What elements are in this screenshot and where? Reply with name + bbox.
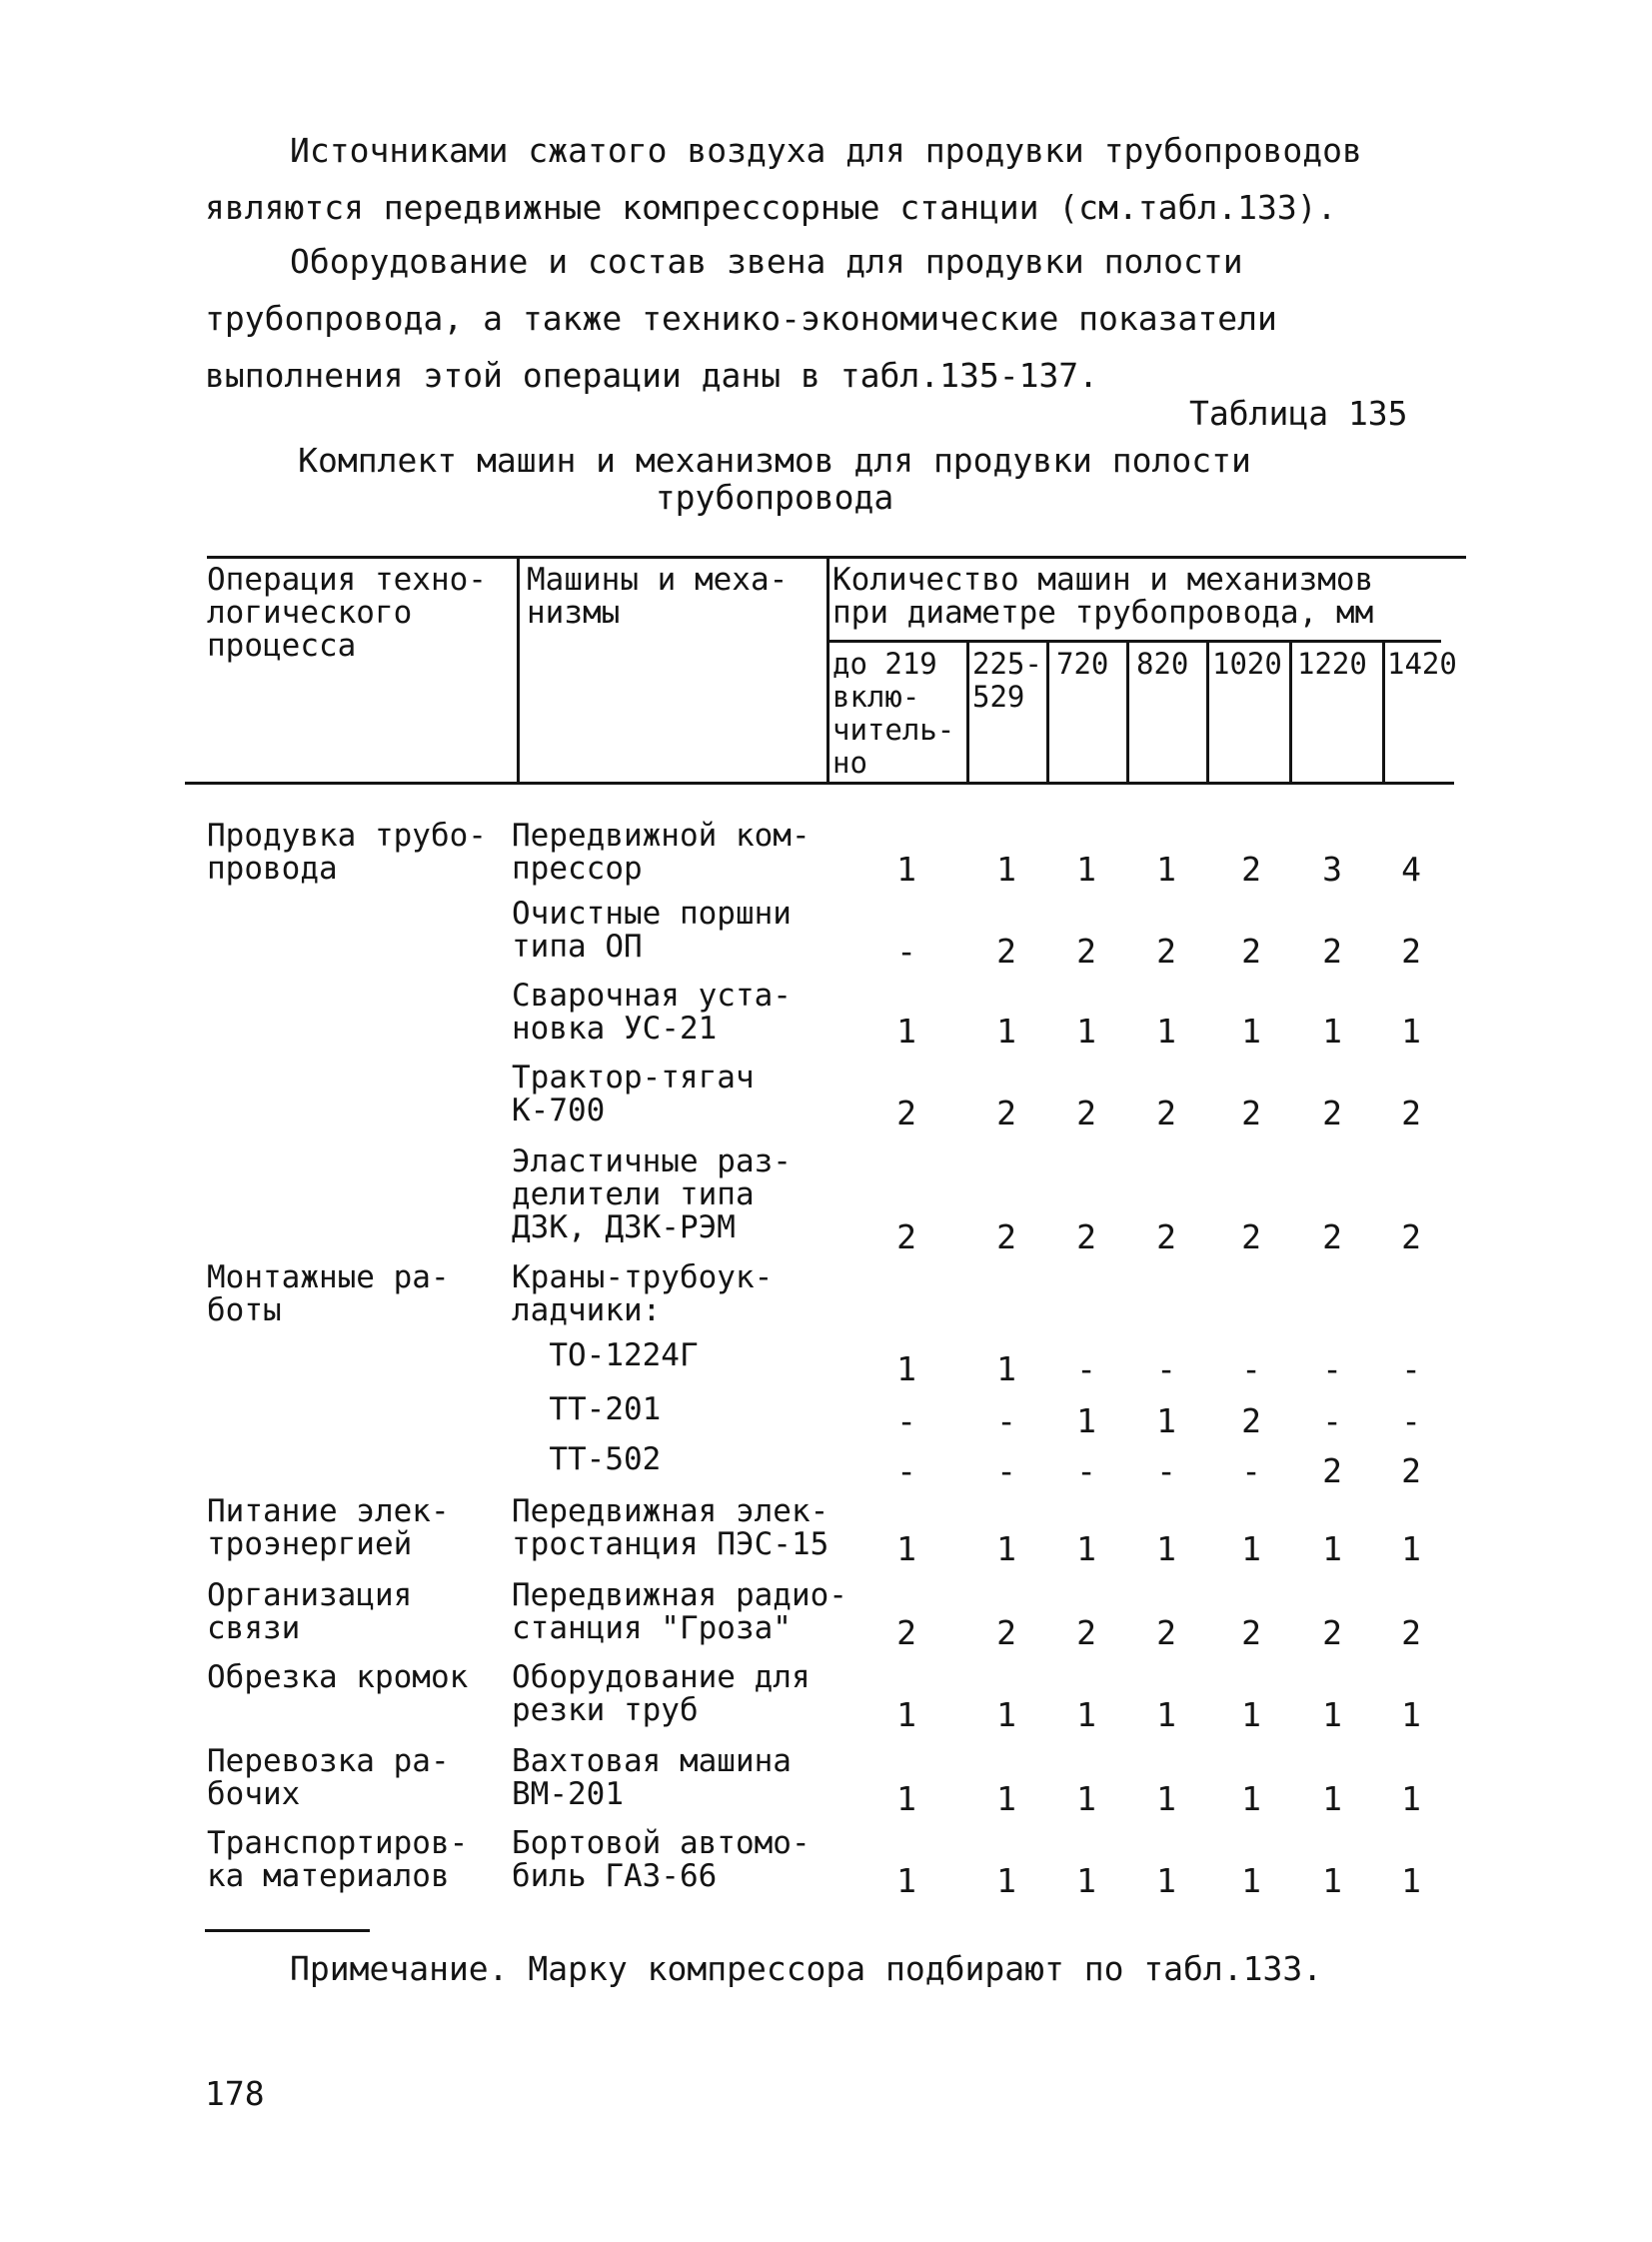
row-4-value-4: 2 bbox=[1156, 1217, 1176, 1256]
row-1-value-7: 2 bbox=[1401, 932, 1421, 971]
row-8-value-5: - bbox=[1241, 1451, 1261, 1490]
row-3-value-4: 2 bbox=[1156, 1094, 1176, 1132]
row-12-operation: Перевозка ра- бочих bbox=[207, 1743, 450, 1812]
row-12-value-7: 1 bbox=[1401, 1779, 1421, 1818]
row-12-machine: Вахтовая машина ВМ-201 bbox=[512, 1743, 792, 1812]
header-operation: Операция техно- логического процесса bbox=[207, 562, 487, 664]
row-4-machine: Эластичные раз- делители типа ДЗК, ДЗК-РЭМ bbox=[512, 1143, 792, 1245]
row-10-machine: Передвижная радио- станция "Гроза" bbox=[512, 1577, 847, 1646]
row-8-value-4: - bbox=[1156, 1451, 1176, 1490]
row-0-value-3: 1 bbox=[1076, 850, 1096, 889]
row-4-value-3: 2 bbox=[1076, 1217, 1096, 1256]
row-7-value-6: - bbox=[1322, 1401, 1342, 1440]
row-13-value-5: 1 bbox=[1241, 1861, 1261, 1900]
row-9-value-1: 1 bbox=[896, 1529, 916, 1568]
row-1-value-5: 2 bbox=[1241, 932, 1261, 971]
row-9-value-7: 1 bbox=[1401, 1529, 1421, 1568]
row-11-value-1: 1 bbox=[896, 1695, 916, 1734]
row-2-value-7: 1 bbox=[1401, 1012, 1421, 1051]
row-8-value-7: 2 bbox=[1401, 1451, 1421, 1490]
row-9-value-5: 1 bbox=[1241, 1529, 1261, 1568]
table-header-bottom-rule bbox=[185, 782, 1454, 785]
row-11-operation: Обрезка кромок bbox=[207, 1659, 469, 1695]
table-note: Примечание. Марку компрессора подбирают по табл.133. bbox=[290, 1949, 1323, 1988]
row-4-value-1: 2 bbox=[896, 1217, 916, 1256]
row-8-machine: ТТ-502 bbox=[512, 1441, 662, 1477]
row-11-value-5: 1 bbox=[1241, 1695, 1261, 1734]
column-divider-d1 bbox=[966, 640, 969, 782]
row-0-value-6: 3 bbox=[1322, 850, 1342, 889]
row-13-value-2: 1 bbox=[996, 1861, 1016, 1900]
row-1-machine: Очистные поршни типа ОП bbox=[512, 896, 792, 965]
row-2-value-2: 1 bbox=[996, 1012, 1016, 1051]
row-3-value-3: 2 bbox=[1076, 1094, 1096, 1132]
row-5-operation: Монтажные ра- боты bbox=[207, 1259, 450, 1328]
column-divider-d3 bbox=[1126, 640, 1129, 782]
row-10-value-3: 2 bbox=[1076, 1613, 1096, 1652]
row-13-value-1: 1 bbox=[896, 1861, 916, 1900]
row-6-value-4: - bbox=[1156, 1349, 1176, 1388]
row-0-value-1: 1 bbox=[896, 850, 916, 889]
header-diameter-7: 1420 bbox=[1387, 647, 1457, 681]
row-3-value-5: 2 bbox=[1241, 1094, 1261, 1132]
row-0-machine: Передвижной ком- прессор bbox=[512, 818, 811, 887]
row-9-machine: Передвижная элек- тростанция ПЭС-15 bbox=[512, 1493, 829, 1562]
row-12-value-3: 1 bbox=[1076, 1779, 1096, 1818]
column-divider-d4 bbox=[1206, 640, 1209, 782]
table-title-line-2: трубопровода bbox=[655, 478, 894, 517]
quantity-header-rule bbox=[826, 640, 1441, 643]
row-12-value-2: 1 bbox=[996, 1779, 1016, 1818]
header-diameter-6: 1220 bbox=[1297, 647, 1367, 681]
row-10-operation: Организация связи bbox=[207, 1577, 413, 1646]
row-9-value-2: 1 bbox=[996, 1529, 1016, 1568]
row-8-value-3: - bbox=[1076, 1451, 1096, 1490]
row-13-machine: Бортовой автомо- биль ГАЗ-66 bbox=[512, 1825, 811, 1894]
row-6-value-6: - bbox=[1322, 1349, 1342, 1388]
row-1-value-1: - bbox=[896, 932, 916, 971]
intro-paragraph-1: Источниками сжатого воздуха для продувки трубопроводов являются передвижные компрессорные станции (см.табл.133). bbox=[205, 131, 1362, 227]
header-diameter-3: 720 bbox=[1056, 647, 1109, 681]
row-3-value-2: 2 bbox=[996, 1094, 1016, 1132]
row-2-value-1: 1 bbox=[896, 1012, 916, 1051]
row-2-value-4: 1 bbox=[1156, 1012, 1176, 1051]
row-11-value-7: 1 bbox=[1401, 1695, 1421, 1734]
row-5-machine: Краны-трубоук- ладчики: bbox=[512, 1259, 774, 1328]
row-8-value-2: - bbox=[996, 1451, 1016, 1490]
row-3-value-7: 2 bbox=[1401, 1094, 1421, 1132]
row-12-value-4: 1 bbox=[1156, 1779, 1176, 1818]
row-6-value-1: 1 bbox=[896, 1349, 916, 1388]
row-9-operation: Питание элек- троэнергией bbox=[207, 1493, 450, 1562]
row-0-operation: Продувка трубо- провода bbox=[207, 818, 487, 887]
row-9-value-3: 1 bbox=[1076, 1529, 1096, 1568]
row-12-value-5: 1 bbox=[1241, 1779, 1261, 1818]
row-1-value-2: 2 bbox=[996, 932, 1016, 971]
row-10-value-6: 2 bbox=[1322, 1613, 1342, 1652]
row-7-value-3: 1 bbox=[1076, 1401, 1096, 1440]
column-divider-machines bbox=[826, 556, 829, 782]
row-4-value-6: 2 bbox=[1322, 1217, 1342, 1256]
column-divider-d2 bbox=[1046, 640, 1049, 782]
row-7-value-2: - bbox=[996, 1401, 1016, 1440]
row-4-value-7: 2 bbox=[1401, 1217, 1421, 1256]
row-10-value-4: 2 bbox=[1156, 1613, 1176, 1652]
row-11-value-2: 1 bbox=[996, 1695, 1016, 1734]
header-diameter-2: 225- 529 bbox=[972, 647, 1042, 714]
row-0-value-4: 1 bbox=[1156, 850, 1176, 889]
row-7-value-5: 2 bbox=[1241, 1401, 1261, 1440]
row-13-value-4: 1 bbox=[1156, 1861, 1176, 1900]
table-title-line-1: Комплект машин и механизмов для продувки полости bbox=[298, 441, 1251, 480]
row-7-machine: ТТ-201 bbox=[512, 1391, 662, 1427]
row-6-value-3: - bbox=[1076, 1349, 1096, 1388]
row-1-value-4: 2 bbox=[1156, 932, 1176, 971]
row-9-value-4: 1 bbox=[1156, 1529, 1176, 1568]
intro-paragraph-2: Оборудование и состав звена для продувки полости трубопровода, а также технико-экономические показатели выполнения этой операции даны в табл.135-137. bbox=[205, 242, 1277, 395]
row-0-value-7: 4 bbox=[1401, 850, 1421, 889]
row-8-value-6: 2 bbox=[1322, 1451, 1342, 1490]
row-2-value-5: 1 bbox=[1241, 1012, 1261, 1051]
row-0-value-5: 2 bbox=[1241, 850, 1261, 889]
row-7-value-1: - bbox=[896, 1401, 916, 1440]
row-10-value-2: 2 bbox=[996, 1613, 1016, 1652]
row-11-value-3: 1 bbox=[1076, 1695, 1096, 1734]
row-6-value-5: - bbox=[1241, 1349, 1261, 1388]
row-10-value-5: 2 bbox=[1241, 1613, 1261, 1652]
row-9-value-6: 1 bbox=[1322, 1529, 1342, 1568]
row-12-value-6: 1 bbox=[1322, 1779, 1342, 1818]
row-2-value-3: 1 bbox=[1076, 1012, 1096, 1051]
table-title bbox=[205, 442, 1344, 516]
page-number: 178 bbox=[205, 2074, 265, 2113]
column-divider-d6 bbox=[1382, 640, 1385, 782]
row-11-value-6: 1 bbox=[1322, 1695, 1342, 1734]
row-3-value-1: 2 bbox=[896, 1094, 916, 1132]
footnote-rule bbox=[205, 1929, 370, 1932]
header-diameter-4: 820 bbox=[1136, 647, 1189, 681]
header-quantity: Количество машин и механизмов при диаметре трубопровода, мм bbox=[832, 562, 1374, 631]
row-2-value-6: 1 bbox=[1322, 1012, 1342, 1051]
row-6-value-7: - bbox=[1401, 1349, 1421, 1388]
row-13-value-7: 1 bbox=[1401, 1861, 1421, 1900]
header-machines: Машины и меха- низмы bbox=[527, 562, 789, 631]
row-3-machine: Трактор-тягач К-700 bbox=[512, 1060, 755, 1128]
row-4-value-2: 2 bbox=[996, 1217, 1016, 1256]
row-13-value-6: 1 bbox=[1322, 1861, 1342, 1900]
header-diameter-1: до 219 вклю- читель- но bbox=[832, 647, 955, 780]
row-10-value-7: 2 bbox=[1401, 1613, 1421, 1652]
row-11-value-4: 1 bbox=[1156, 1695, 1176, 1734]
row-4-value-5: 2 bbox=[1241, 1217, 1261, 1256]
column-divider-d5 bbox=[1289, 640, 1292, 782]
row-7-value-4: 1 bbox=[1156, 1401, 1176, 1440]
table-top-rule bbox=[207, 556, 1466, 559]
row-10-value-1: 2 bbox=[896, 1613, 916, 1652]
row-11-machine: Оборудование для резки труб bbox=[512, 1659, 811, 1728]
row-12-value-1: 1 bbox=[896, 1779, 916, 1818]
row-2-machine: Сварочная уста- новка УС-21 bbox=[512, 978, 792, 1047]
row-1-value-3: 2 bbox=[1076, 932, 1096, 971]
row-7-value-7: - bbox=[1401, 1401, 1421, 1440]
column-divider-operation bbox=[517, 556, 520, 782]
row-1-value-6: 2 bbox=[1322, 932, 1342, 971]
row-6-value-2: 1 bbox=[996, 1349, 1016, 1388]
header-diameter-5: 1020 bbox=[1212, 647, 1282, 681]
row-8-value-1: - bbox=[896, 1451, 916, 1490]
row-13-value-3: 1 bbox=[1076, 1861, 1096, 1900]
row-6-machine: ТО-1224Г bbox=[512, 1337, 699, 1373]
row-3-value-6: 2 bbox=[1322, 1094, 1342, 1132]
row-13-operation: Транспортиров- ка материалов bbox=[207, 1825, 469, 1894]
row-0-value-2: 1 bbox=[996, 850, 1016, 889]
table-number: Таблица 135 bbox=[1189, 394, 1408, 433]
